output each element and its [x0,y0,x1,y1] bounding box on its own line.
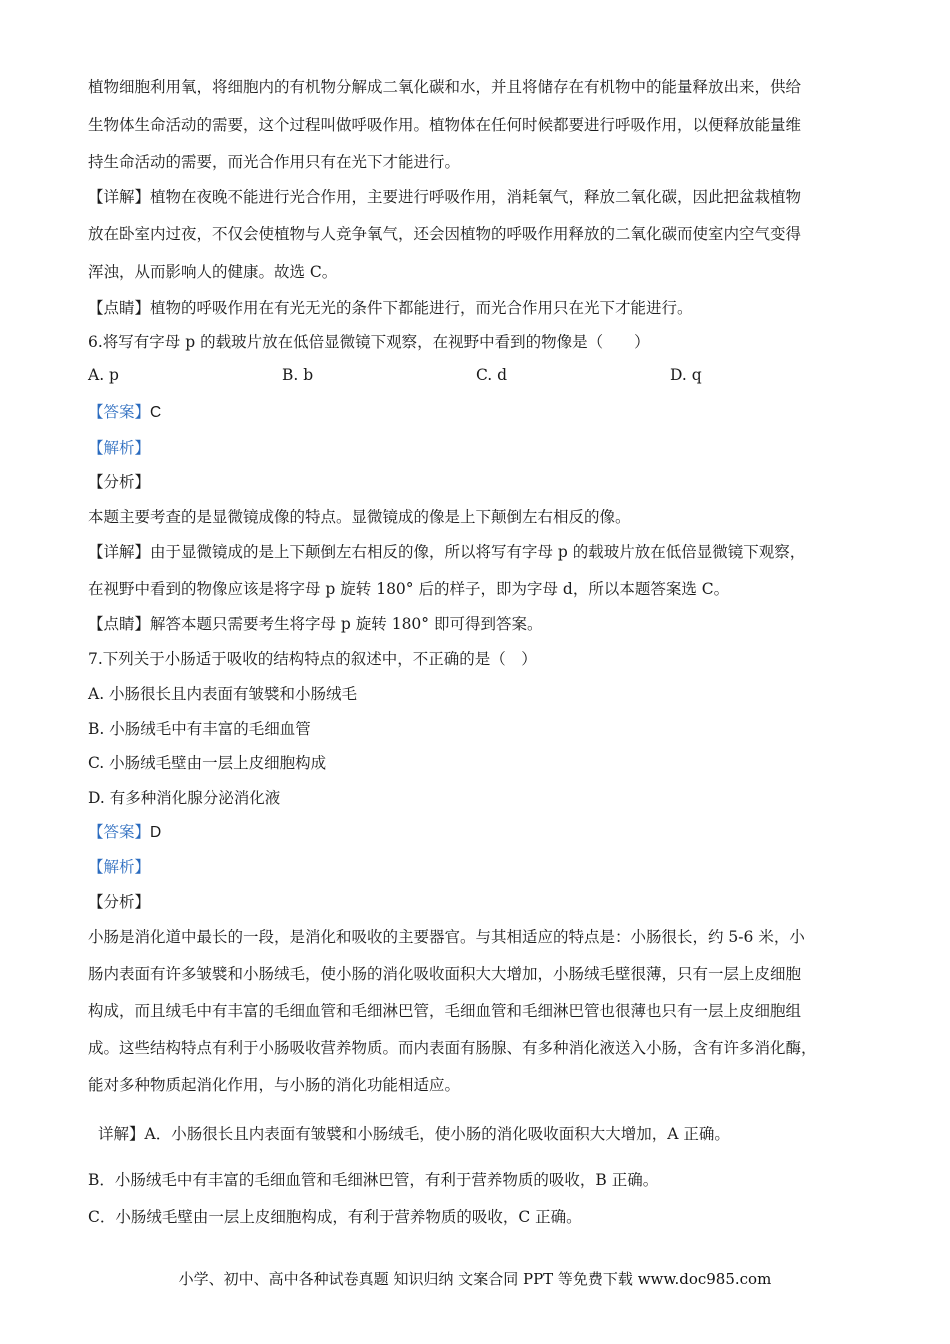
analysis-subtag: 【分析】 [88,893,151,911]
analysis-line: 构成，而且绒毛中有丰富的毛细血管和毛细淋巴管，毛细血管和毛细淋巴管也很薄也只有一层上皮细胞组 [88,1002,802,1020]
option-a: A. 小肠很长且内表面有皱襞和小肠绒毛 [88,685,358,703]
answer-tag: 【答案】 [88,823,151,841]
question-stem: 7.下列关于小肠适于吸收的结构特点的叙述中，不正确的是（ ） [88,650,537,668]
page-footer: 小学、初中、高中各种试卷真题 知识归纳 文案合同 PPT 等免费下载 www.doc985.com [178,1270,772,1288]
detail-line: 放在卧室内过夜，不仅会使植物与人竞争氧气，还会因植物的呼吸作用释放的二氧化碳而使室内空气变得 [88,225,802,243]
answer-line [88,400,161,422]
detail-line: C．小肠绒毛壁由一层上皮细胞构成，有利于营养物质的吸收，C 正确。 [88,1208,582,1226]
detail-line: 详解】A．小肠很长且内表面有皱襞和小肠绒毛，使小肠的消化吸收面积大大增加，A 正确。 [98,1125,730,1143]
option-b: B. b [282,366,314,384]
option-c: C. 小肠绒毛壁由一层上皮细胞构成 [88,754,327,772]
answer-value: D [150,824,162,841]
analysis-tag: 【解析】 [88,439,151,457]
detail-line: 【详解】植物在夜晚不能进行光合作用，主要进行呼吸作用，消耗氧气，释放二氧化碳，因此把盆栽植物 [88,188,802,206]
analysis-line: 本题主要考查的是显微镜成像的特点。显微镜成的像是上下颠倒左右相反的像。 [88,508,631,526]
paragraph-line: 植物细胞利用氧，将细胞内的有机物分解成二氧化碳和水，并且将储存在有机物中的能量释放出来，供给 [88,78,802,96]
detail-line: 浑浊，从而影响人的健康。故选 C。 [88,263,338,281]
detail-line: B．小肠绒毛中有丰富的毛细血管和毛细淋巴管，有利于营养物质的吸收，B 正确。 [88,1171,659,1189]
option-d: D. 有多种消化腺分泌消化液 [88,789,281,807]
paragraph-line: 持生命活动的需要，而光合作用只有在光下才能进行。 [88,153,461,171]
paragraph-line: 生物体生命活动的需要，这个过程叫做呼吸作用。植物体在任何时候都要进行呼吸作用，以便释放能量维 [88,116,802,134]
comment-line: 【点睛】植物的呼吸作用在有光无光的条件下都能进行，而光合作用只在光下才能进行。 [88,299,693,317]
answer-tag: 【答案】 [88,403,151,421]
option-c: C. d [476,366,508,384]
analysis-line: 肠内表面有许多皱襞和小肠绒毛，使小肠的消化吸收面积大大增加，小肠绒毛壁很薄，只有一层上皮细胞 [88,965,802,983]
detail-line: 【详解】由于显微镜成的是上下颠倒左右相反的像，所以将写有字母 p 的载玻片放在低倍显微镜下观察， [88,543,806,561]
comment-line: 【点睛】解答本题只需要考生将字母 p 旋转 180° 即可得到答案。 [88,615,543,633]
analysis-line: 成。这些结构特点有利于小肠吸收营养物质。而内表面有肠腺、有多种消化液送入小肠，含有许多消化酶， [88,1039,817,1057]
analysis-tag: 【解析】 [88,858,151,876]
option-d: D. q [670,366,702,384]
analysis-subtag: 【分析】 [88,473,151,491]
option-b: B. 小肠绒毛中有丰富的毛细血管 [88,720,311,738]
analysis-line: 能对多种物质起消化作用，与小肠的消化功能相适应。 [88,1076,461,1094]
detail-line: 在视野中看到的物像应该是将字母 p 旋转 180° 后的样子，即为字母 d，所以本题答案选 C。 [88,580,730,598]
answer-line [88,820,161,842]
question-stem: 6.将写有字母 p 的载玻片放在低倍显微镜下观察，在视野中看到的物像是（ ） [88,333,650,351]
option-a: A. p [88,366,119,384]
analysis-line: 小肠是消化道中最长的一段，是消化和吸收的主要器官。与其相适应的特点是：小肠很长，约 5-6 米，小 [88,928,805,946]
answer-value: C [150,404,162,421]
